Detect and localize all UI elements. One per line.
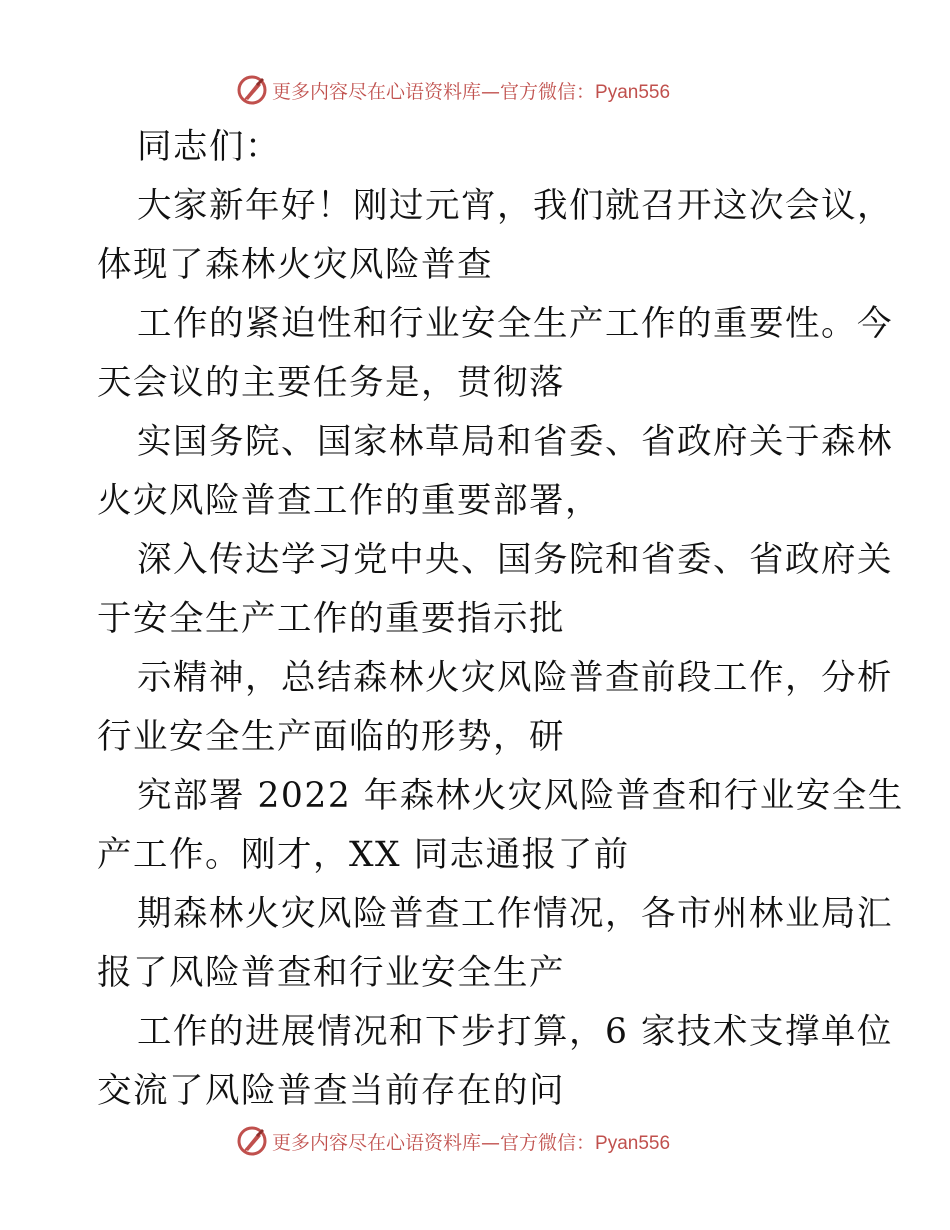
watermark-id: Pyan556 [595,1132,671,1154]
text-line: 产工作。刚才，XX 同志通报了前 [97,835,630,875]
text-line: 火灾风险普查工作的重要部署， [97,481,601,521]
text-line: 于安全生产工作的重要指示批 [97,599,565,639]
watermark-text: 更多内容尽在心语资料库—官方微信： [272,80,596,103]
header-watermark [236,73,670,107]
text-line: 实国务院、国家林草局和省委、省政府关于森林 [137,422,893,462]
text-line: 报了风险普查和行业安全生产 [97,953,565,993]
text-line: 交流了风险普查当前存在的问 [97,1071,565,1111]
watermark-text: 更多内容尽在心语资料库—官方微信： [272,1131,596,1154]
text-line: 期森林火灾风险普查工作情况，各市州林业局汇 [137,894,893,934]
text-line: 行业安全生产面临的形势，研 [97,717,565,757]
text-line: 天会议的主要任务是，贯彻落 [97,363,565,403]
text-line: 深入传达学习党中央、国务院和省委、省政府关 [137,540,893,580]
text-line: 体现了森林火灾风险普查 [97,245,493,285]
text-line: 大家新年好！刚过元宵，我们就召开这次会议， [137,186,893,226]
footer-watermark [236,1124,670,1158]
text-line: 工作的进展情况和下步打算，6 家技术支撑单位 [137,1012,893,1052]
text-line: 究部署 2022 年森林火灾风险普查和行业安全生 [137,776,904,816]
quill-logo-icon [236,74,268,106]
text-line: 工作的紧迫性和行业安全生产工作的重要性。今 [137,304,893,344]
text-line: 示精神，总结森林火灾风险普查前段工作，分析 [137,658,893,698]
text-line: 同志们： [137,127,281,167]
watermark-id: Pyan556 [595,81,671,103]
quill-logo-icon [236,1125,268,1157]
